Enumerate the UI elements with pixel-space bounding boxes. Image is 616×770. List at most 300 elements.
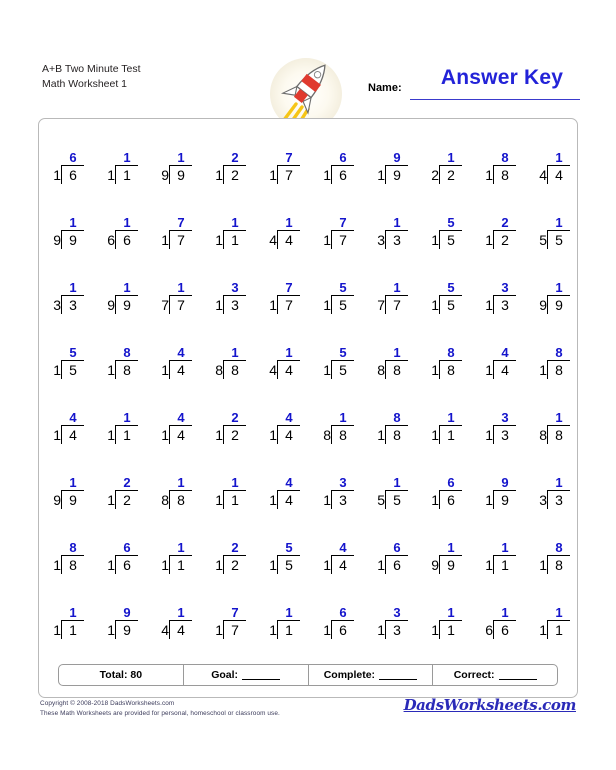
quotient-answer: 1: [447, 150, 455, 165]
quotient-answer: 1: [501, 540, 509, 555]
long-division-glyph: [532, 280, 574, 322]
dividend: 8: [69, 557, 77, 573]
problem-row: [38, 465, 578, 530]
name-input-rule[interactable]: [410, 99, 580, 100]
division-problem: [470, 140, 524, 205]
score-bar: [58, 664, 558, 686]
long-division-glyph: [424, 345, 466, 387]
divisor: 9: [539, 297, 547, 313]
dividend: 2: [447, 167, 455, 183]
quotient-answer: 1: [555, 215, 563, 230]
divisor: 1: [215, 297, 223, 313]
division-problem: [524, 205, 578, 270]
quotient-answer: 1: [285, 215, 293, 230]
long-division-glyph: [262, 540, 304, 582]
dividend: 9: [69, 232, 77, 248]
divisor: 6: [107, 232, 115, 248]
quotient-answer: 3: [501, 410, 509, 425]
division-problem: [416, 530, 470, 595]
dividend: 1: [177, 557, 185, 573]
score-correct-label: Correct:: [453, 669, 495, 681]
divisor: 1: [323, 622, 331, 638]
divisor: 1: [215, 427, 223, 443]
dividend: 6: [339, 622, 347, 638]
long-division-glyph: [370, 410, 412, 452]
long-division-glyph: [262, 150, 304, 192]
dividend: 5: [339, 362, 347, 378]
long-division-glyph: [478, 150, 520, 192]
division-problem: [254, 205, 308, 270]
long-division-glyph: [316, 345, 358, 387]
quotient-answer: 4: [339, 540, 347, 555]
dividend: 8: [555, 362, 563, 378]
quotient-answer: 9: [393, 150, 401, 165]
divisor: 4: [161, 622, 169, 638]
division-problem: [416, 400, 470, 465]
divisor: 1: [323, 492, 331, 508]
long-division-glyph: [370, 280, 412, 322]
long-division-glyph: [46, 150, 88, 192]
quotient-answer: 1: [285, 605, 293, 620]
quotient-answer: 4: [177, 345, 185, 360]
dividend: 4: [285, 362, 293, 378]
quotient-answer: 5: [339, 280, 347, 295]
division-problem: [524, 465, 578, 530]
quotient-answer: 5: [285, 540, 293, 555]
long-division-glyph: [370, 605, 412, 647]
long-division-glyph: [46, 215, 88, 257]
long-division-glyph: [532, 150, 574, 192]
dividend: 2: [231, 167, 239, 183]
long-division-glyph: [424, 410, 466, 452]
quotient-answer: 1: [123, 280, 131, 295]
long-division-glyph: [424, 605, 466, 647]
name-label: Name:: [368, 82, 402, 94]
quotient-answer: 1: [555, 605, 563, 620]
dividend: 2: [123, 492, 131, 508]
divisor: 1: [269, 622, 277, 638]
dividend: 7: [177, 232, 185, 248]
division-problem: [92, 140, 146, 205]
score-total: [59, 665, 184, 685]
dividend: 6: [123, 557, 131, 573]
long-division-glyph: [424, 475, 466, 517]
divisor: 8: [161, 492, 169, 508]
long-division-glyph: [46, 475, 88, 517]
long-division-glyph: [100, 280, 142, 322]
score-correct: [433, 665, 557, 685]
quotient-answer: 5: [447, 280, 455, 295]
divisor: 1: [161, 427, 169, 443]
dividend: 4: [177, 362, 185, 378]
dividend: 3: [393, 232, 401, 248]
division-problem: [146, 270, 200, 335]
division-problem: [524, 595, 578, 660]
division-problem: [200, 140, 254, 205]
quotient-answer: 4: [285, 410, 293, 425]
divisor: 9: [53, 232, 61, 248]
divisor: 1: [269, 297, 277, 313]
quotient-answer: 3: [501, 280, 509, 295]
division-problem: [470, 465, 524, 530]
division-problem: [38, 465, 92, 530]
division-problem: [524, 335, 578, 400]
divisor: 1: [431, 297, 439, 313]
dividend: 3: [555, 492, 563, 508]
quotient-answer: 1: [69, 605, 77, 620]
long-division-glyph: [262, 605, 304, 647]
quotient-answer: 1: [69, 475, 77, 490]
dividend: 7: [339, 232, 347, 248]
divisor: 8: [215, 362, 223, 378]
divisor: 1: [107, 492, 115, 508]
dividend: 8: [501, 167, 509, 183]
divisor: 1: [215, 557, 223, 573]
division-problem: [524, 400, 578, 465]
long-division-glyph: [46, 280, 88, 322]
long-division-glyph: [532, 540, 574, 582]
division-problem: [308, 205, 362, 270]
divisor: 1: [215, 167, 223, 183]
division-problem: [200, 335, 254, 400]
long-division-glyph: [478, 605, 520, 647]
problem-row: [38, 335, 578, 400]
problem-row: [38, 595, 578, 660]
quotient-answer: 3: [231, 280, 239, 295]
division-problem: [254, 400, 308, 465]
long-division-glyph: [370, 345, 412, 387]
divisor: 8: [539, 427, 547, 443]
divisor: 1: [215, 622, 223, 638]
dividend: 4: [177, 622, 185, 638]
division-problem: [200, 595, 254, 660]
long-division-glyph: [100, 150, 142, 192]
dividend: 8: [393, 362, 401, 378]
divisor: 5: [377, 492, 385, 508]
division-problem: [38, 270, 92, 335]
score-complete-blank[interactable]: [379, 670, 417, 680]
quotient-answer: 2: [231, 150, 239, 165]
score-total-label: Total: 80: [99, 669, 143, 681]
divisor: 1: [485, 362, 493, 378]
quotient-answer: 1: [231, 215, 239, 230]
long-division-glyph: [154, 605, 196, 647]
dividend: 6: [339, 167, 347, 183]
quotient-answer: 1: [447, 410, 455, 425]
divisor: 4: [539, 167, 547, 183]
long-division-glyph: [208, 540, 250, 582]
quotient-answer: 1: [555, 150, 563, 165]
divisor: 1: [323, 557, 331, 573]
division-problem: [200, 530, 254, 595]
long-division-glyph: [100, 475, 142, 517]
division-problem: [416, 595, 470, 660]
page-title: A+B Two Minute Test: [42, 63, 141, 75]
dividend: 8: [393, 427, 401, 443]
division-problem: [38, 335, 92, 400]
dividend: 1: [501, 557, 509, 573]
long-division-glyph: [262, 280, 304, 322]
quotient-answer: 1: [393, 215, 401, 230]
long-division-glyph: [46, 540, 88, 582]
problem-row: [38, 140, 578, 205]
page-subtitle: Math Worksheet 1: [42, 78, 128, 90]
long-division-glyph: [316, 540, 358, 582]
dividend: 2: [231, 427, 239, 443]
long-division-glyph: [532, 215, 574, 257]
long-division-glyph: [370, 215, 412, 257]
division-problem: [146, 465, 200, 530]
quotient-answer: 7: [285, 280, 293, 295]
division-problem: [38, 140, 92, 205]
division-problem: [524, 270, 578, 335]
dividend: 4: [285, 492, 293, 508]
division-problem: [362, 595, 416, 660]
quotient-answer: 5: [339, 345, 347, 360]
divisor: 9: [107, 297, 115, 313]
quotient-answer: 6: [123, 540, 131, 555]
divisor: 1: [269, 492, 277, 508]
quotient-answer: 6: [339, 150, 347, 165]
quotient-answer: 1: [555, 410, 563, 425]
divisor: 2: [431, 167, 439, 183]
division-problem: [38, 400, 92, 465]
divisor: 1: [161, 362, 169, 378]
division-problem: [92, 335, 146, 400]
dividend: 8: [447, 362, 455, 378]
divisor: 1: [161, 232, 169, 248]
quotient-answer: 1: [177, 150, 185, 165]
quotient-answer: 7: [177, 215, 185, 230]
division-problem: [470, 270, 524, 335]
quotient-answer: 1: [555, 475, 563, 490]
division-problem: [308, 595, 362, 660]
dividend: 6: [123, 232, 131, 248]
divisor: 1: [53, 622, 61, 638]
dividend: 8: [339, 427, 347, 443]
long-division-glyph: [154, 280, 196, 322]
divisor: 1: [485, 297, 493, 313]
division-problem: [524, 140, 578, 205]
quotient-answer: 8: [123, 345, 131, 360]
quotient-answer: 1: [69, 280, 77, 295]
dividend: 8: [555, 557, 563, 573]
long-division-glyph: [370, 150, 412, 192]
division-problem: [92, 400, 146, 465]
dividend: 3: [501, 427, 509, 443]
dividend: 9: [393, 167, 401, 183]
long-division-glyph: [532, 475, 574, 517]
quotient-answer: 1: [393, 345, 401, 360]
quotient-answer: 2: [123, 475, 131, 490]
division-problem: [146, 205, 200, 270]
dividend: 9: [501, 492, 509, 508]
division-problem: [416, 205, 470, 270]
division-problem: [254, 270, 308, 335]
division-problem: [146, 335, 200, 400]
name-field-group: [368, 66, 580, 104]
divisor: 1: [269, 167, 277, 183]
division-problem: [200, 205, 254, 270]
long-division-glyph: [262, 345, 304, 387]
quotient-answer: 7: [231, 605, 239, 620]
divisor: 1: [377, 622, 385, 638]
divisor: 1: [539, 362, 547, 378]
answer-key-heading: Answer Key: [440, 66, 564, 89]
divisor: 1: [323, 362, 331, 378]
page-footer: [38, 696, 578, 730]
divisor: 4: [269, 232, 277, 248]
long-division-glyph: [262, 215, 304, 257]
quotient-answer: 1: [393, 280, 401, 295]
quotient-answer: 2: [501, 215, 509, 230]
quotient-answer: 4: [177, 410, 185, 425]
quotient-answer: 6: [447, 475, 455, 490]
dividend: 7: [285, 297, 293, 313]
dividend: 3: [393, 622, 401, 638]
quotient-answer: 1: [393, 475, 401, 490]
division-problem: [92, 465, 146, 530]
division-problem: [308, 530, 362, 595]
divisor: 1: [323, 167, 331, 183]
score-correct-blank[interactable]: [499, 670, 537, 680]
division-problem: [416, 140, 470, 205]
division-problem: [146, 595, 200, 660]
division-problem: [92, 270, 146, 335]
division-problem: [254, 595, 308, 660]
dividend: 4: [285, 427, 293, 443]
quotient-answer: 4: [285, 475, 293, 490]
dividend: 7: [285, 167, 293, 183]
divisor: 1: [485, 557, 493, 573]
division-problem: [524, 530, 578, 595]
long-division-glyph: [208, 280, 250, 322]
division-problem: [92, 205, 146, 270]
division-problem: [200, 465, 254, 530]
quotient-answer: 3: [339, 475, 347, 490]
long-division-glyph: [262, 410, 304, 452]
dividend: 6: [393, 557, 401, 573]
long-division-glyph: [100, 605, 142, 647]
quotient-answer: 1: [69, 215, 77, 230]
divisor: 1: [485, 492, 493, 508]
quotient-answer: 1: [501, 605, 509, 620]
score-goal: [184, 665, 309, 685]
quotient-answer: 1: [123, 150, 131, 165]
divisor: 1: [323, 232, 331, 248]
quotient-answer: 1: [555, 280, 563, 295]
division-problem: [416, 465, 470, 530]
quotient-answer: 1: [285, 345, 293, 360]
divisor: 1: [53, 557, 61, 573]
quotient-answer: 1: [177, 540, 185, 555]
division-problem: [362, 465, 416, 530]
dividend: 9: [177, 167, 185, 183]
divisor: 1: [269, 427, 277, 443]
divisor: 1: [485, 232, 493, 248]
dividend: 9: [123, 622, 131, 638]
divisor: 1: [161, 557, 169, 573]
long-division-glyph: [316, 280, 358, 322]
quotient-answer: 1: [231, 475, 239, 490]
copyright-line-1: Copyright © 2008-2018 DadsWorksheets.com: [40, 700, 175, 707]
long-division-glyph: [316, 605, 358, 647]
long-division-glyph: [208, 345, 250, 387]
quotient-answer: 8: [447, 345, 455, 360]
division-problem: [38, 205, 92, 270]
quotient-answer: 8: [555, 540, 563, 555]
quotient-answer: 1: [177, 475, 185, 490]
quotient-answer: 6: [69, 150, 77, 165]
divisor: 1: [107, 362, 115, 378]
long-division-glyph: [424, 540, 466, 582]
long-division-glyph: [478, 345, 520, 387]
dividend: 5: [339, 297, 347, 313]
dividend: 4: [339, 557, 347, 573]
long-division-glyph: [424, 150, 466, 192]
division-problem: [308, 400, 362, 465]
brand-logo: DadsWorksheets.com: [403, 696, 576, 714]
divisor: 7: [377, 297, 385, 313]
dividend: 9: [69, 492, 77, 508]
dividend: 1: [69, 622, 77, 638]
quotient-answer: 7: [285, 150, 293, 165]
score-goal-label: Goal:: [211, 669, 239, 681]
divisor: 1: [323, 297, 331, 313]
quotient-answer: 1: [177, 280, 185, 295]
divisor: 1: [485, 167, 493, 183]
dividend: 5: [447, 232, 455, 248]
dividend: 4: [501, 362, 509, 378]
divisor: 1: [107, 167, 115, 183]
division-problem: [254, 530, 308, 595]
dividend: 4: [177, 427, 185, 443]
division-problem: [308, 335, 362, 400]
quotient-answer: 8: [501, 150, 509, 165]
long-division-glyph: [100, 215, 142, 257]
long-division-glyph: [46, 345, 88, 387]
score-goal-blank[interactable]: [242, 670, 280, 680]
long-division-glyph: [262, 475, 304, 517]
divisor: 8: [377, 362, 385, 378]
long-division-glyph: [154, 345, 196, 387]
problem-row: [38, 205, 578, 270]
quotient-answer: 4: [69, 410, 77, 425]
dividend: 5: [285, 557, 293, 573]
divisor: 1: [431, 427, 439, 443]
long-division-glyph: [46, 410, 88, 452]
division-problem: [362, 400, 416, 465]
division-problem: [200, 270, 254, 335]
division-problem: [362, 270, 416, 335]
dividend: 7: [177, 297, 185, 313]
dividend: 5: [555, 232, 563, 248]
division-problem: [254, 335, 308, 400]
divisor: 3: [53, 297, 61, 313]
score-complete: [309, 665, 434, 685]
division-problem: [254, 140, 308, 205]
quotient-answer: 1: [339, 410, 347, 425]
dividend: 3: [339, 492, 347, 508]
quotient-answer: 9: [123, 605, 131, 620]
long-division-glyph: [316, 475, 358, 517]
dividend: 6: [447, 492, 455, 508]
dividend: 5: [447, 297, 455, 313]
quotient-answer: 5: [69, 345, 77, 360]
dividend: 1: [447, 427, 455, 443]
long-division-glyph: [370, 540, 412, 582]
dividend: 7: [393, 297, 401, 313]
